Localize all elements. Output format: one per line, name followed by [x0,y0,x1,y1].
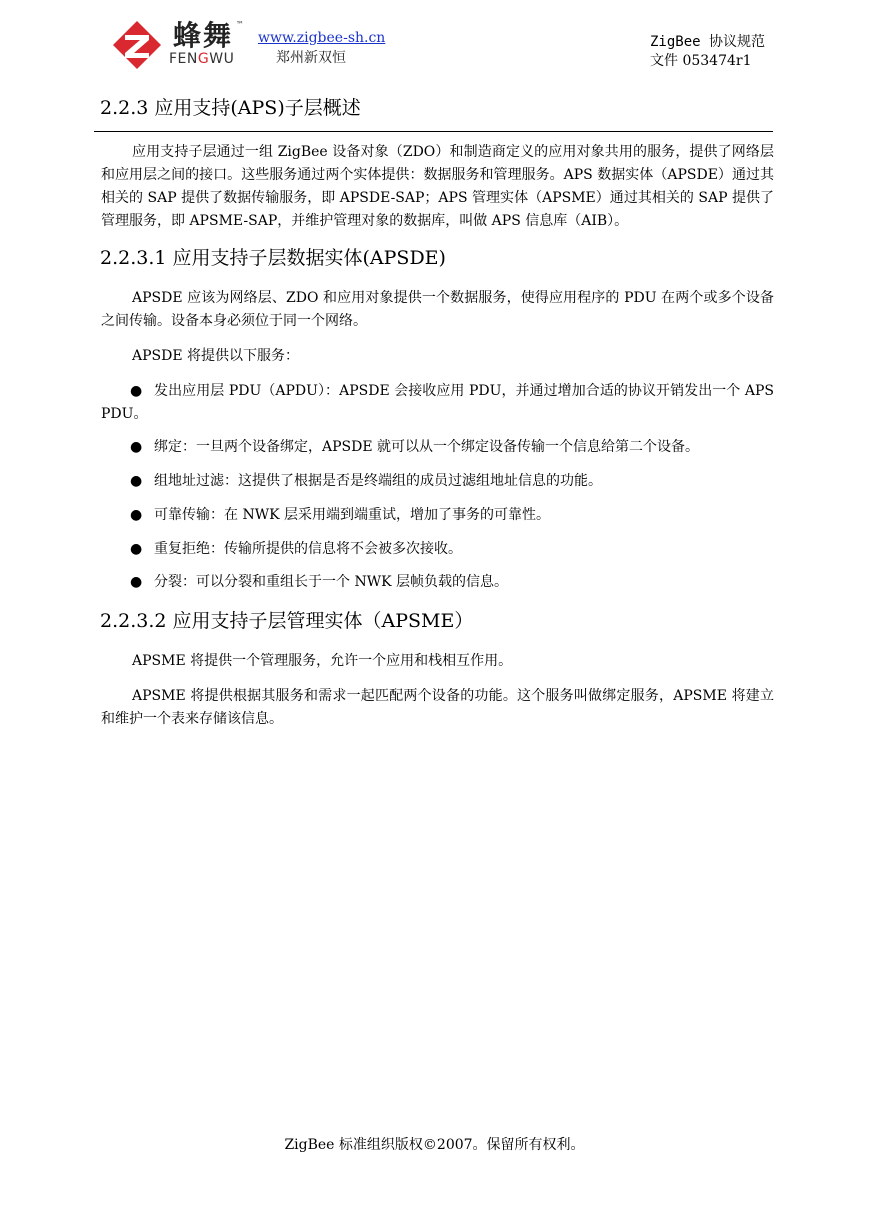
service-term: 分裂： [154,574,196,590]
bullet-dot-icon: ● [130,574,143,590]
service-list-item [101,380,774,426]
section-heading: 2.2.3 应用支持(APS)子层概述 [100,97,361,119]
brand-name-en [169,51,234,67]
document-number: 文件 053474r1 [650,53,752,69]
service-description: 一旦两个设备绑定，APSDE 就可以从一个绑定设备传输一个信息给第二个设备。 [196,439,700,455]
bullet-dot-icon: ● [130,383,143,399]
trademark-mark: ™ [236,20,244,29]
service-list-item [101,538,774,561]
service-term: 组地址过滤： [154,473,238,489]
service-term: 可靠传输： [154,507,224,523]
service-description: 在 NWK 层采用端到端重试，增加了事务的可靠性。 [224,507,550,523]
apsme-paragraph-2: APSME 将提供根据其服务和需求一起匹配两个设备的功能。这个服务叫做绑定服务，APSME 将建立和维护一个表来存储该信息。 [101,688,774,727]
service-term: 发出应用层 [154,383,225,399]
website-link[interactable]: www.zigbee-sh.cn [258,30,386,46]
copyright-footer: ZigBee 标准组织版权©2007。保留所有权利。 [284,1137,585,1153]
service-list-item [101,436,774,459]
company-location: 郑州新双恒 [276,50,346,66]
apsde-heading: 2.2.3.1 应用支持子层数据实体(APSDE) [100,247,446,269]
service-description: PDU（APDU）：APSDE 会接收应用 PDU，并通过增加合适的协议开销发出一个 APS PDU。 [101,383,774,422]
service-term: 绑定： [154,439,196,455]
service-list-item [101,571,774,594]
apsde-paragraph-1: APSDE 应该为网络层、ZDO 和应用对象提供一个数据服务，使得应用程序的 PDU 在两个或多个设备之间传输。设备本身必须位于同一个网络。 [101,290,774,329]
section-intro-paragraph: 应用支持子层通过一组 ZigBee 设备对象（ZDO）和制造商定义的应用对象共用的服务，提供了网络层和应用层之间的接口。这些服务通过两个实体提供：数据服务和管理服务。APS 数据实体（APSDE）通过其相关的 SAP 提供了数据传输服务，即 APSDE-SAP；APS 管理实体（APSME）通过其相关的 SAP 提供了管理服务，即 APSME-SAP，并维护管理对象的数据库，叫做 APS 信息库（AIB）。 [101,144,774,229]
service-description: 可以分裂和重组长于一个 NWK 层帧负载的信息。 [196,574,508,590]
bullet-dot-icon: ● [130,507,143,523]
fengwu-logo-icon [112,20,162,70]
service-list-item [101,470,774,493]
service-list-item [101,504,774,527]
apsde-paragraph-2: APSDE 将提供以下服务： [132,348,300,364]
bullet-dot-icon: ● [130,541,143,557]
brand-en-part-a: FEN [169,51,198,67]
service-description: 这提供了根据是否是终端组的成员过滤组地址信息的功能。 [238,473,602,489]
brand-name-cn: 蜂舞 [173,19,234,52]
service-description: 传输所提供的信息将不会被多次接收。 [224,541,462,557]
service-term: 重复拒绝： [154,541,224,557]
document-title: ZigBee 协议规范 [650,34,766,50]
brand-en-part-b: G [197,51,210,67]
apsme-paragraph-1: APSME 将提供一个管理服务，允许一个应用和栈相互作用。 [132,653,513,669]
bullet-dot-icon: ● [130,473,143,489]
heading-divider [94,131,773,132]
brand-en-part-c: WU [209,51,235,67]
apsme-heading: 2.2.3.2 应用支持子层管理实体（APSME） [100,610,474,632]
bullet-dot-icon: ● [130,439,143,455]
